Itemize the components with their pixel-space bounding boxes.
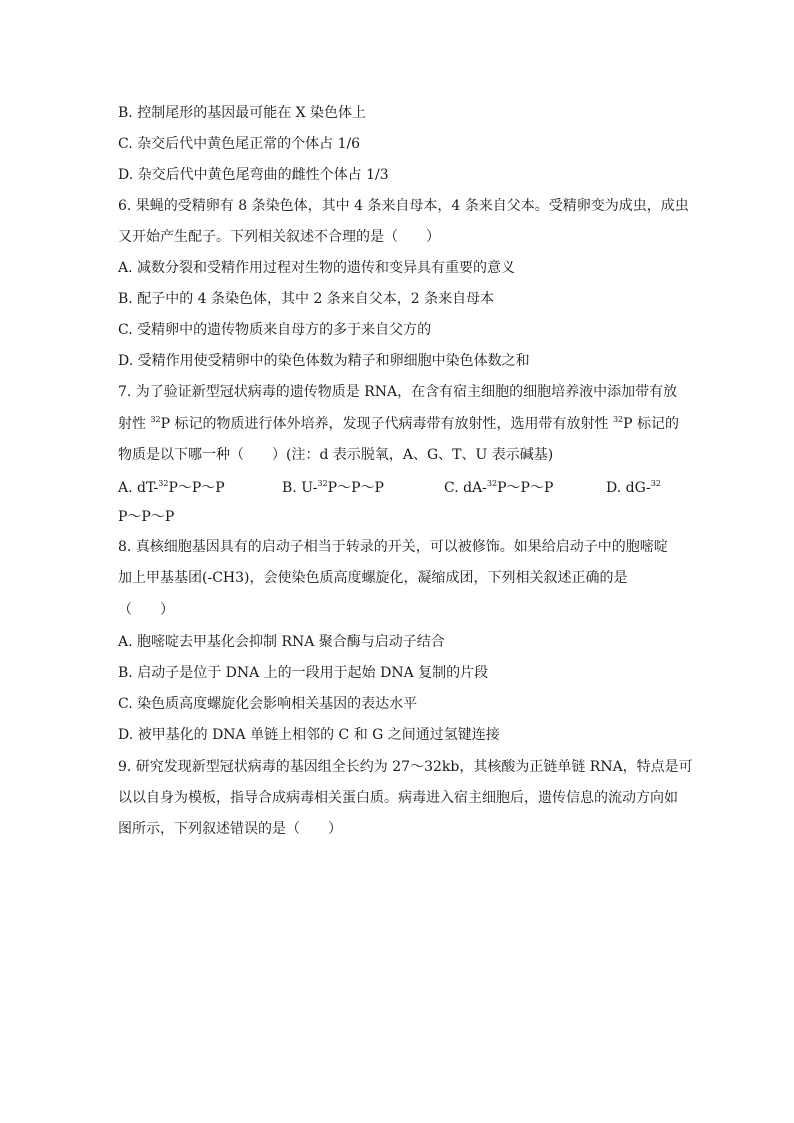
q7-option-b: B. U-$^{32}$P～P～P: [282, 479, 384, 496]
prev-option-b: B. 控制尾形的基因最可能在 X 染色体上: [118, 105, 367, 121]
q6-stem-line1: 6. 果蝇的受精卵有 8 条染色体，其中 4 条来自母本，4 条来自父本。受精卵变为成虫，成虫: [118, 198, 689, 214]
q8-option-a: A. 胞嘧啶去甲基化会抑制 RNA 聚合酶与启动子结合: [118, 634, 445, 650]
q7-option-d-continued: P～P～P: [118, 509, 175, 525]
q9-stem-line2: 以以自身为模板，指导合成病毒相关蛋白质。病毒进入宿主细胞后，遗传信息的流动方向如: [118, 790, 678, 806]
q9-stem-line3: 图所示，下列叙述错误的是（ ）: [118, 821, 342, 837]
q7-option-c: C. dA-$^{32}$P～P～P: [444, 479, 554, 496]
prev-option-d: D. 杂交后代中黄色尾弯曲的雌性个体占 1/3: [118, 167, 389, 183]
prev-option-c: C. 杂交后代中黄色尾正常的个体占 1/6: [118, 136, 361, 152]
q8-answer-blank: （ ）: [118, 602, 174, 618]
isotope-label: 32: [612, 415, 624, 424]
q7-options-row: [118, 478, 678, 498]
q7-option-d: D. dG-$^{32}$: [606, 479, 661, 496]
q7-option-a: A. dT-$^{32}$P～P～P: [118, 479, 225, 496]
q8-option-d: D. 被甲基化的 DNA 单链上相邻的 C 和 G 之间通过氢键连接: [118, 727, 500, 743]
q6-option-a: A. 减数分裂和受精作用过程对生物的遗传和变异具有重要的意义: [118, 260, 516, 276]
q8-option-b: B. 启动子是位于 DNA 上的一段用于起始 DNA 复制的片段: [118, 665, 489, 681]
q7-stem-line1: 7. 为了验证新型冠状病毒的遗传物质是 RNA，在含有宿主细胞的细胞培养液中添加带有放: [118, 384, 678, 400]
q8-stem-line2: 加上甲基基团(-CH3)，会使染色质高度螺旋化，凝缩成团，下列相关叙述正确的是: [118, 570, 628, 586]
q9-stem-line1: 9. 研究发现新型冠状病毒的基因组全长约为 27～32kb，其核酸为正链单链 RNA，特点是可: [118, 759, 693, 775]
isotope-label: 32: [150, 415, 161, 424]
q7-stem-line2: 射性 $^{32}$P 标记的物质进行体外培养，发现子代病毒带有放射性，选用带有放射性 $^{32}$P 标记的: [118, 415, 680, 432]
q6-stem-line2: 又开始产生配子。下列相关叙述不合理的是（ ）: [118, 229, 440, 245]
q8-option-c: C. 染色质高度螺旋化会影响相关基因的表达水平: [118, 696, 418, 712]
q6-option-b: B. 配子中的 4 条染色体，其中 2 条来自父本，2 条来自母本: [118, 291, 495, 307]
q6-option-c: C. 受精卵中的遗传物质来自母方的多于来自父方的: [118, 322, 432, 338]
q7-stem-line3: 物质是以下哪一种（ ）(注：d 表示脱氧，A、G、T、U 表示碱基): [118, 447, 554, 463]
q6-option-d: D. 受精作用使受精卵中的染色体数为精子和卵细胞中染色体数之和: [118, 353, 530, 369]
q8-stem-line1: 8. 真核细胞基因具有的启动子相当于转录的开关，可以被修饰。如果给启动子中的胞嘧啶: [118, 539, 668, 555]
